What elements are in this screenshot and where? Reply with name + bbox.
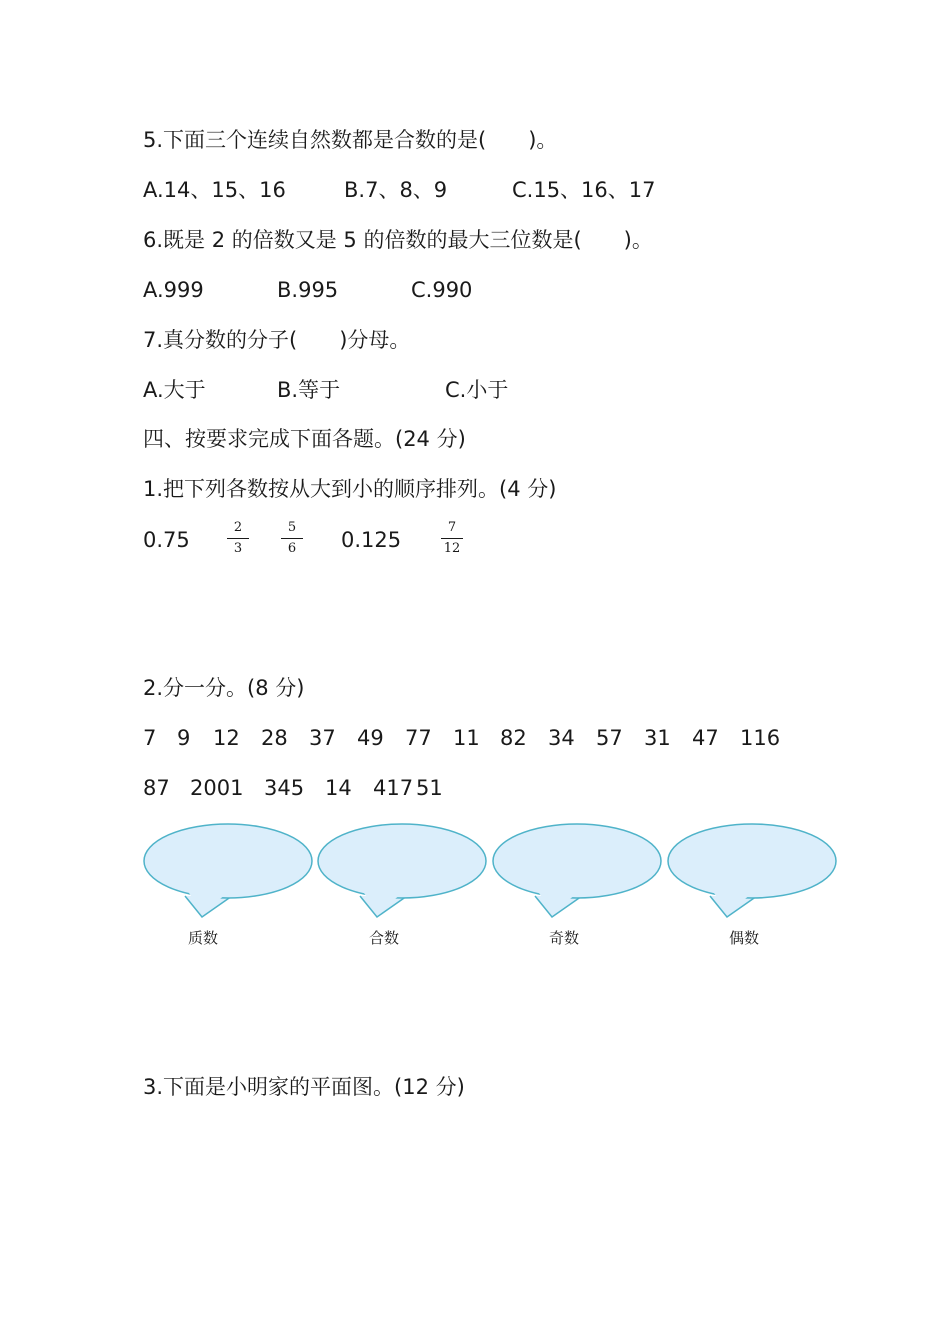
number-item: 2001 <box>190 776 244 800</box>
number-item: 47 <box>692 726 719 750</box>
fraction-numerator: 5 <box>287 520 297 535</box>
number-item: 9 <box>177 726 191 750</box>
q6-option-a: A.999 <box>143 278 204 302</box>
bubble-prime <box>144 824 312 917</box>
q5-option-a: A.14、15、16 <box>143 178 286 202</box>
fraction-denominator: 6 <box>287 541 297 556</box>
q5-option-b: B.7、8、9 <box>344 178 448 202</box>
number-item: 87 <box>143 776 170 800</box>
fraction-numerator: 2 <box>233 520 243 535</box>
question-5: 5.下面三个连续自然数都是合数的是( )。 <box>143 128 558 152</box>
number-item: 12 <box>213 726 240 750</box>
problem-3-text: 3.下面是小明家的平面图。(12 分) <box>143 1075 465 1099</box>
number-item: 31 <box>644 726 671 750</box>
q7-option-b: B.等于 <box>277 378 341 402</box>
bubble-composite <box>318 824 486 917</box>
q6-option-b: B.995 <box>277 278 339 302</box>
q5-option-c: C.15、16、17 <box>512 178 656 202</box>
number-item: 116 <box>740 726 781 750</box>
question-7: 7.真分数的分子( )分母。 <box>143 328 411 352</box>
number-item: 37 <box>309 726 336 750</box>
bubble-label-prime: 质数 <box>187 929 218 947</box>
problem-1-text: 1.把下列各数按从大到小的顺序排列。(4 分) <box>143 477 557 501</box>
number-item: 11 <box>453 726 480 750</box>
fraction-denominator: 3 <box>233 541 243 556</box>
number-item: 51 <box>416 776 443 800</box>
problem-2-text: 2.分一分。(8 分) <box>143 676 305 700</box>
number-item: 77 <box>405 726 432 750</box>
fraction-numerator: 7 <box>447 520 457 535</box>
question-6: 6.既是 2 的倍数又是 5 的倍数的最大三位数是( )。 <box>143 228 653 252</box>
q7-option-a: A.大于 <box>143 378 206 402</box>
bubble-label-composite: 合数 <box>368 929 399 947</box>
number-item: 34 <box>548 726 575 750</box>
number-item: 57 <box>596 726 623 750</box>
bubble-even <box>668 824 836 917</box>
number-item: 417 <box>373 776 414 800</box>
q6-option-c: C.990 <box>411 278 473 302</box>
number-item: 345 <box>264 776 305 800</box>
number-item: 28 <box>261 726 288 750</box>
q7-option-c: C.小于 <box>445 378 509 402</box>
fraction-denominator: 12 <box>443 541 461 556</box>
decimal-0-75: 0.75 <box>143 528 190 552</box>
bubble-odd <box>493 824 661 917</box>
bubble-label-even: 偶数 <box>728 929 759 947</box>
section-4-title: 四、按要求完成下面各题。(24 分) <box>143 427 466 451</box>
bubble-label-odd: 奇数 <box>548 929 579 947</box>
decimal-0-125: 0.125 <box>341 528 402 552</box>
number-item: 14 <box>325 776 352 800</box>
number-item: 7 <box>143 726 157 750</box>
number-item: 49 <box>357 726 384 750</box>
number-item: 82 <box>500 726 527 750</box>
